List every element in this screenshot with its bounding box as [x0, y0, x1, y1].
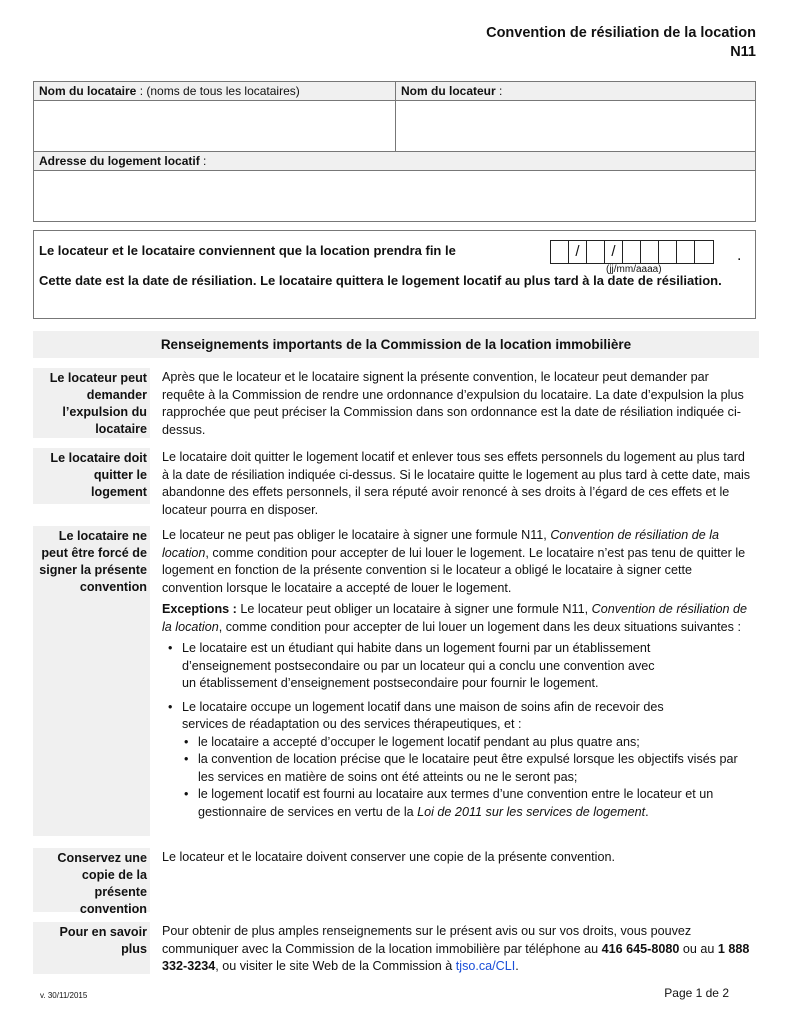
list-item: • Le locataire occupe un logement locatif dans une maison de soins afin de recevoir des services de réadaptation ou des services thérapeutiques, et : [162, 699, 752, 734]
section-label: Pour en savoir plus [33, 922, 150, 974]
landlord-name-field[interactable] [396, 101, 756, 152]
section-more-info [33, 922, 759, 976]
section-text: Après que le locateur et le locataire signent la présente convention, le locateur peut demander par requête à la Commission de rendre une ordonnance d’expulsion du locataire. La date d’expulsion la plus rapprochée que peut préciser la Commission dans son ordonnance est la date de résiliation indiquée ci-dessus. [162, 370, 744, 437]
list-item: • Le locataire est un étudiant qui habite dans un logement fourni par un établissement d’enseignement postsecondaire ou par un locateur qui a conclu une convention avec un établissement d’enseignement postsecondaire pour fournir le logement. [162, 640, 752, 693]
section-text: Le locateur et le locataire doivent conserver une copie de la présente convention. [162, 850, 615, 864]
section-label: Conservez une copie de la présente convention [33, 848, 150, 912]
section-keep-copy [33, 848, 759, 916]
website-link[interactable]: tjso.ca/CLI [455, 959, 516, 973]
termination-note: Cette date est la date de résiliation. Le locataire quittera le logement locatif au plus tard à la date de résiliation. [39, 273, 722, 288]
form-title: Convention de résiliation de la location [486, 25, 756, 41]
list-item: • la convention de location précise que le locataire peut être expulsé lorsque les objectifs visés par les services en matière de soins ont été atteints ou ne le seront pas; [178, 751, 752, 786]
period: . [737, 247, 742, 264]
termination-date-field[interactable]: / / [550, 240, 714, 264]
section-label: Le locateur peut demander l’expulsion du locataire [33, 368, 150, 438]
page-number: Page 1 de 2 [664, 986, 729, 1000]
section-text: Le locateur ne peut pas obliger le locataire à signer une formule N11, Convention de résiliation de la location, comme condition pour accepter de lui louer le logement. Le locataire n’est pas tenu de quitter le logement en fonction de la présente convention si le locateur a obligé le locataire à signer cette convention lorsque le locataire a accepté de louer le logement. Exceptions : Le locateur peut obliger un locataire à signer une formule N11, Convention de résiliation de la location, comme condition pour accepter de lui louer un logement dans les deux situations suivantes : • Le locataire est un étudiant qui habite dans un logement fourni par un établissement d’enseignement postsecondaire ou par un locateur qui a conclu une convention avec un établissement d’enseignement postsecondaire pour fournir le logement. • Le locataire occupe un logement locatif dans une maison de soins afin de recevoir des services de réadaptation ou des services thérapeutiques, et : • le locataire a accepté d’occuper le logement locatif pendant au plus quatre ans; • la convention de location précise que le locataire peut être expulsé lorsque les objectifs visés par les services en matière de soins ont été atteints ou ne le seront pas; • le logement locatif est fourni au locataire aux termes d’une convention entre le locateur et un gestionnaire de services en vertu de la Loi de 2011 sur les services de logement. [162, 526, 752, 821]
landlord-name-header: Nom du locateur : [396, 82, 756, 101]
agreement-text: Le locateur et le locataire conviennent que la location prendra fin le [39, 243, 456, 258]
date-format-hint: (jj/mm/aaaa) [606, 264, 662, 275]
section-eviction [33, 368, 759, 439]
list-item: • le locataire a accepté d’occuper le logement locatif pendant au plus quatre ans; [178, 734, 752, 752]
tenant-name-header: Nom du locataire : (noms de tous les locataires) [34, 82, 396, 101]
tenant-name-field[interactable] [34, 101, 396, 152]
section-label: Le locataire ne peut être forcé de signer la présente convention [33, 526, 150, 836]
section-not-forced [33, 526, 759, 821]
address-header: Adresse du logement locatif : [34, 152, 756, 171]
version: v. 30/11/2015 [40, 991, 88, 1000]
section-label: Le locataire doit quitter le logement [33, 448, 150, 504]
info-banner: Renseignements importants de la Commission de la location immobilière [33, 331, 759, 358]
section-text: Pour obtenir de plus amples renseignements sur le présent avis ou sur vos droits, vous pouvez communiquer avec la Commission de la location immobilière par téléphone au 416 645-8080 ou au 1 888 332-3234, ou visiter le site Web de la Commission à tjso.ca/CLI. [162, 924, 750, 973]
form-code: N11 [730, 44, 756, 60]
parties-table [33, 81, 756, 222]
section-text: Le locataire doit quitter le logement locatif et enlever tous ses effets personnels du logement au plus tard à la date de résiliation indiquée ci-dessus. Si le locataire quitte le logement au plus tard à cette date, mais abandonne des effets personnels, il sera réputé avoir renoncé à ses droits à l’égard de ces effets et le locateur pourra en disposer. [162, 450, 751, 517]
address-field[interactable] [34, 171, 756, 222]
section-must-leave [33, 448, 759, 519]
list-item: • le logement locatif est fourni au locataire aux termes d’une convention entre le locateur et un gestionnaire de services en vertu de la Loi de 2011 sur les services de logement. [178, 786, 752, 821]
